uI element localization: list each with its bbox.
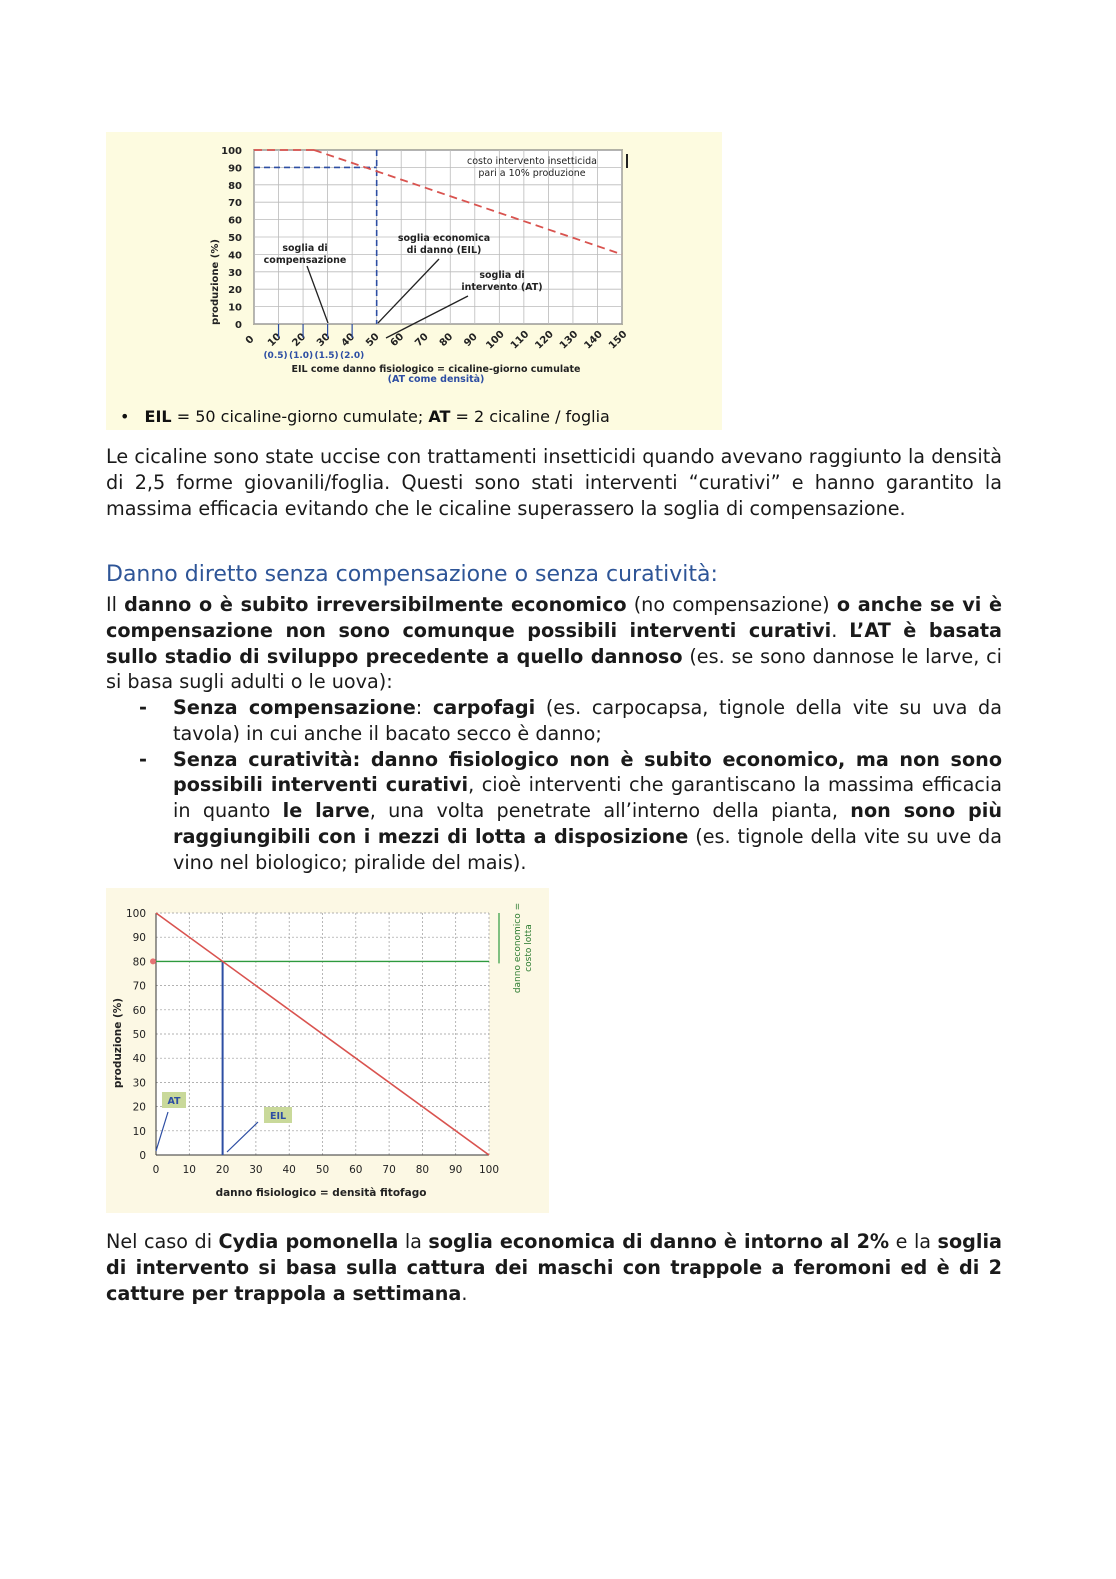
bold-run: carpofagi — [432, 696, 536, 719]
x-tick-label: 70 — [382, 1164, 396, 1176]
y-tick-label: 30 — [228, 267, 242, 279]
x-tick-label: 20 — [215, 1164, 230, 1176]
y-tick-label: 80 — [228, 180, 242, 192]
bold-run: non sono più raggiungibili con i mezzi di lotta a disposizione — [173, 799, 1003, 848]
chart-2-ylabel: produzione (%) — [112, 997, 124, 1089]
y-tick-label: 40 — [228, 250, 242, 262]
caption-mid: = 50 cicaline-giorno cumulate; — [176, 407, 429, 426]
y-tick-label: 50 — [228, 233, 242, 244]
figure-1-caption — [120, 407, 610, 426]
chart-1-ylabel: produzione (%) — [210, 239, 221, 325]
x-tick-label: 70 — [413, 331, 431, 350]
y-tick-label: 60 — [132, 1004, 146, 1017]
eil-annotation-2: di danno (EIL) — [406, 245, 482, 256]
x-tick-label: 90 — [462, 331, 480, 350]
y-tick-label: 50 — [132, 1029, 146, 1041]
y-tick-label: 10 — [228, 302, 242, 314]
x-tick-label: 10 — [265, 331, 284, 350]
x-tick-label: 120 — [533, 328, 556, 352]
x-tick-label: 30 — [315, 331, 333, 350]
figure-danno-chart — [106, 888, 549, 1213]
x-sub-tick-label: (1.0) — [288, 351, 314, 361]
bullet-dash: - — [139, 747, 147, 771]
text-run: , una volta penetrate all’interno della pianta, — [369, 799, 851, 823]
text-run: e la — [889, 1230, 938, 1253]
compensation-annotation-2: compensazione — [263, 255, 347, 266]
y-tick-label: 70 — [228, 198, 242, 210]
at-label: AT — [167, 1096, 181, 1107]
x-tick-label: 90 — [449, 1164, 463, 1176]
cost-annotation-2: pari a 10% produzione — [478, 168, 586, 179]
text-run: (no compensazione) — [626, 593, 837, 616]
compensation-annotation: soglia di — [282, 243, 328, 254]
x-tick-label: 30 — [249, 1164, 263, 1176]
text-run: . — [831, 618, 850, 642]
bold-run: soglia di intervento si basa sulla cattura dei maschi con trappole a feromoni ed è di 2 catture per trappola a settimana — [106, 1230, 1002, 1305]
bold-run: o anche se vi è compensazione non sono comunque possibili interventi curativi — [106, 593, 1003, 642]
bold-run: soglia economica di danno è intorno al 2% — [428, 1230, 890, 1253]
bold-run: Cydia pomonella — [218, 1230, 399, 1253]
x-tick-label: 50 — [315, 1164, 330, 1176]
bold-run: danno o è subito irreversibilmente economico — [124, 593, 627, 616]
y-tick-label: 80 — [132, 956, 146, 969]
x-tick-label: 100 — [478, 1164, 500, 1176]
paragraph-danno-diretto — [106, 592, 1002, 695]
y-tick-label: 100 — [125, 908, 146, 920]
figure-cicaline-chart — [106, 132, 722, 430]
eil-annotation: soglia economica — [397, 233, 491, 244]
paragraph-cydia — [106, 1229, 1002, 1306]
economic-dot — [150, 958, 156, 964]
chart-1-svg — [106, 132, 722, 430]
text-run: la — [398, 1230, 429, 1253]
x-tick-label: 80 — [437, 331, 456, 350]
section-heading: Danno diretto senza compensazione o senza curatività: — [106, 562, 718, 587]
caption-bullet: • — [120, 407, 130, 426]
x-tick-label: 110 — [508, 328, 532, 352]
x-tick-label: 20 — [290, 331, 309, 350]
x-tick-label: 40 — [282, 1164, 296, 1176]
text-run: , cioè interventi che garantiscano la massima efficacia in quanto — [173, 773, 1002, 823]
chart-2-side-label-2: costo lotta — [524, 924, 534, 972]
y-tick-label: 60 — [228, 215, 242, 227]
bold-run: L’AT è basata sullo stadio di sviluppo precedente a quello dannoso — [106, 618, 1003, 668]
x-sub-tick-label: (0.5) — [263, 351, 288, 361]
x-tick-label: 80 — [415, 1164, 430, 1176]
x-tick-label: 0 — [152, 1164, 160, 1176]
at-annotation: soglia di — [479, 270, 525, 281]
caption-at: AT — [428, 407, 451, 426]
text-run: . — [461, 1281, 468, 1305]
y-tick-label: 0 — [139, 1150, 146, 1162]
x-sub-tick-label: (1.5) — [314, 351, 339, 361]
paragraph-cicaline: Le cicaline sono state uccise con trattamenti insetticidi quando avevano raggiunto la densità di 2,5 forme giovanili/foglia. Questi sono stati interventi “curativi” e hanno garantito la massima efficacia evitando che le cicaline superassero la soglia di compensazione. — [106, 445, 1002, 520]
x-tick-label: 100 — [484, 328, 507, 352]
x-tick-label: 0 — [243, 333, 257, 347]
x-tick-label: 40 — [339, 331, 358, 350]
chart-1-xlabel: EIL come danno fisiologico = cicaline-giorno cumulate — [291, 364, 581, 375]
caption-eil: EIL — [144, 407, 172, 426]
text-run: Nel caso di — [106, 1230, 219, 1253]
x-tick-label: 10 — [182, 1164, 196, 1176]
bullet-item — [106, 747, 1002, 876]
y-tick-label: 30 — [132, 1077, 146, 1090]
text-run: (es. carpocapsa, tignole della vite su uva da tavola) in cui anche il bacato secco è danno; — [173, 696, 1002, 745]
text-run: (es. tignole della vite su uve da vino nel biologico; piralide del mais). — [173, 824, 1002, 874]
y-tick-label: 10 — [132, 1125, 146, 1138]
y-tick-label: 90 — [132, 932, 146, 945]
x-tick-label: 50 — [364, 331, 382, 350]
x-tick-label: 60 — [388, 331, 407, 350]
chart-1-xlabel-2: (AT come densità) — [387, 374, 485, 385]
y-tick-label: 20 — [228, 285, 242, 297]
y-tick-label: 90 — [228, 163, 242, 175]
x-sub-tick-label: (2.0) — [340, 351, 365, 361]
at-annotation-2: intervento (AT) — [461, 282, 543, 293]
bullet-list — [106, 695, 1002, 876]
y-tick-label: 40 — [132, 1053, 146, 1066]
x-tick-label: 60 — [349, 1164, 363, 1176]
y-tick-label: 0 — [235, 320, 242, 331]
y-tick-label: 70 — [132, 980, 146, 993]
bold-run: Senza curatività: danno fisiologico non è subito economico, ma non sono possibili interventi curativi — [173, 747, 1002, 797]
text-run: : — [415, 696, 433, 719]
x-tick-label: 130 — [557, 328, 581, 352]
y-tick-label: 100 — [221, 146, 242, 157]
bold-run: Senza compensazione — [173, 696, 416, 719]
chart-2-svg — [106, 888, 549, 1213]
x-tick-label: 150 — [606, 328, 630, 352]
caption-end: = 2 cicaline / foglia — [455, 407, 610, 426]
text-run: (es. se sono dannose le larve, ci si basa sugli adulti o le uova): — [106, 644, 1002, 694]
cost-annotation: costo intervento insetticida — [467, 156, 597, 167]
text-run: Il — [106, 593, 125, 616]
bold-run: le larve — [282, 799, 370, 823]
eil-label: EIL — [269, 1111, 287, 1122]
x-tick-label: 140 — [582, 328, 605, 352]
chart-2-side-label: danno economico = — [513, 902, 523, 994]
bullet-dash: - — [139, 696, 147, 719]
y-tick-label: 20 — [132, 1101, 146, 1114]
chart-2-xlabel: danno fisiologico = densità fitofago — [215, 1187, 427, 1199]
bullet-item — [106, 695, 1002, 747]
